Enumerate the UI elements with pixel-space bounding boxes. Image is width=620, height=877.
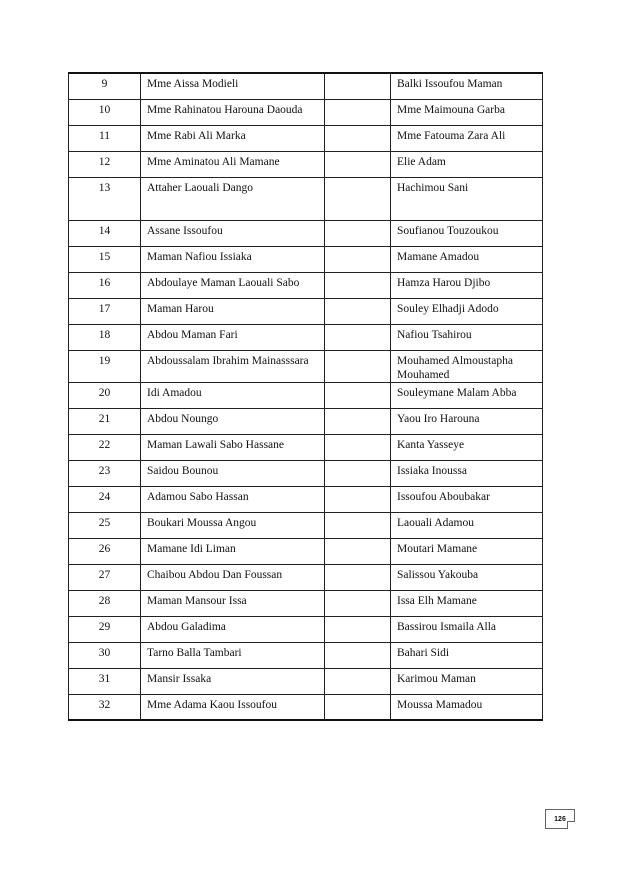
row-number-cell: 30 <box>69 642 141 668</box>
alternate-name-cell: Bahari Sidi <box>391 642 543 668</box>
table-row <box>69 434 543 460</box>
blank-cell <box>325 668 391 694</box>
member-name-cell: Assane Issoufou <box>141 220 325 246</box>
row-number-cell: 12 <box>69 151 141 177</box>
member-name-cell: Tarno Balla Tambari <box>141 642 325 668</box>
alternate-name-cell: Kanta Yasseye <box>391 434 543 460</box>
blank-cell <box>325 512 391 538</box>
alternate-name-cell: Hamza Harou Djibo <box>391 272 543 298</box>
table-row <box>69 564 543 590</box>
table-row <box>69 177 543 220</box>
table-row <box>69 408 543 434</box>
row-number-cell: 29 <box>69 616 141 642</box>
row-number-cell: 11 <box>69 125 141 151</box>
blank-cell <box>325 350 391 382</box>
row-number-cell: 16 <box>69 272 141 298</box>
member-name-cell: Maman Harou <box>141 298 325 324</box>
table-row <box>69 220 543 246</box>
row-number-cell: 20 <box>69 382 141 408</box>
alternate-name-cell: Mamane Amadou <box>391 246 543 272</box>
blank-cell <box>325 460 391 486</box>
member-name-cell: Mme Aminatou Ali Mamane <box>141 151 325 177</box>
member-name-cell: Maman Lawali Sabo Hassane <box>141 434 325 460</box>
member-name-cell: Saidou Bounou <box>141 460 325 486</box>
member-name-cell: Mme Aissa Modieli <box>141 73 325 99</box>
blank-cell <box>325 324 391 350</box>
alternate-name-cell: Hachimou Sani <box>391 177 543 220</box>
blank-cell <box>325 73 391 99</box>
table-row <box>69 73 543 99</box>
page-curl-decoration <box>567 821 575 829</box>
member-name-cell: Abdou Galadima <box>141 616 325 642</box>
blank-cell <box>325 246 391 272</box>
alternate-name-cell: Mme Maimouna Garba <box>391 99 543 125</box>
alternate-name-cell: Karimou Maman <box>391 668 543 694</box>
row-number-cell: 25 <box>69 512 141 538</box>
page-number-box <box>545 809 575 829</box>
page-number: 126 <box>554 816 566 823</box>
blank-cell <box>325 538 391 564</box>
row-number-cell: 32 <box>69 694 141 720</box>
row-number-cell: 27 <box>69 564 141 590</box>
table-row <box>69 486 543 512</box>
alternate-name-cell: Bassirou Ismaila Alla <box>391 616 543 642</box>
alternate-name-cell: Issiaka Inoussa <box>391 460 543 486</box>
blank-cell <box>325 298 391 324</box>
blank-cell <box>325 99 391 125</box>
table-row <box>69 99 543 125</box>
alternate-name-cell: Elie Adam <box>391 151 543 177</box>
table-row <box>69 694 543 720</box>
blank-cell <box>325 220 391 246</box>
row-number-cell: 22 <box>69 434 141 460</box>
member-name-cell: Attaher Laouali Dango <box>141 177 325 220</box>
table-row <box>69 538 543 564</box>
alternate-name-cell: Laouali Adamou <box>391 512 543 538</box>
blank-cell <box>325 486 391 512</box>
table-row <box>69 125 543 151</box>
member-name-cell: Boukari Moussa Angou <box>141 512 325 538</box>
table-row <box>69 350 543 382</box>
table-row <box>69 616 543 642</box>
alternate-name-cell: Moutari Mamane <box>391 538 543 564</box>
member-name-cell: Mme Adama Kaou Issoufou <box>141 694 325 720</box>
table-row <box>69 590 543 616</box>
row-number-cell: 31 <box>69 668 141 694</box>
blank-cell <box>325 408 391 434</box>
row-number-cell: 14 <box>69 220 141 246</box>
blank-cell <box>325 694 391 720</box>
table-row <box>69 382 543 408</box>
row-number-cell: 9 <box>69 73 141 99</box>
row-number-cell: 13 <box>69 177 141 220</box>
alternate-name-cell: Soufianou Touzoukou <box>391 220 543 246</box>
row-number-cell: 15 <box>69 246 141 272</box>
row-number-cell: 10 <box>69 99 141 125</box>
alternate-name-cell: Moussa Mamadou <box>391 694 543 720</box>
member-name-cell: Abdou Noungo <box>141 408 325 434</box>
blank-cell <box>325 151 391 177</box>
alternate-name-cell: Salissou Yakouba <box>391 564 543 590</box>
member-name-cell: Mme Rahinatou Harouna Daouda <box>141 99 325 125</box>
alternate-name-cell: Souleymane Malam Abba <box>391 382 543 408</box>
member-name-cell: Abdou Maman Fari <box>141 324 325 350</box>
member-name-cell: Mansir Issaka <box>141 668 325 694</box>
row-number-cell: 21 <box>69 408 141 434</box>
table-row <box>69 246 543 272</box>
member-name-cell: Maman Mansour Issa <box>141 590 325 616</box>
blank-cell <box>325 177 391 220</box>
member-name-cell: Chaibou Abdou Dan Foussan <box>141 564 325 590</box>
alternate-name-cell: Yaou Iro Harouna <box>391 408 543 434</box>
blank-cell <box>325 125 391 151</box>
blank-cell <box>325 272 391 298</box>
row-number-cell: 26 <box>69 538 141 564</box>
alternate-name-cell: Nafiou Tsahirou <box>391 324 543 350</box>
table-row <box>69 272 543 298</box>
alternate-name-cell: Mouhamed Almoustapha Mouhamed <box>391 350 543 382</box>
table-row <box>69 512 543 538</box>
row-number-cell: 17 <box>69 298 141 324</box>
alternate-name-cell: Issoufou Aboubakar <box>391 486 543 512</box>
alternate-name-cell: Balki Issoufou Maman <box>391 73 543 99</box>
member-name-cell: Abdoussalam Ibrahim Mainasssara <box>141 350 325 382</box>
blank-cell <box>325 382 391 408</box>
member-name-cell: Maman Nafiou Issiaka <box>141 246 325 272</box>
row-number-cell: 23 <box>69 460 141 486</box>
alternate-name-cell: Mme Fatouma Zara Ali <box>391 125 543 151</box>
blank-cell <box>325 616 391 642</box>
alternate-name-cell: Souley Elhadji Adodo <box>391 298 543 324</box>
table-row <box>69 324 543 350</box>
table-row <box>69 668 543 694</box>
row-number-cell: 19 <box>69 350 141 382</box>
member-name-cell: Abdoulaye Maman Laouali Sabo <box>141 272 325 298</box>
blank-cell <box>325 590 391 616</box>
alternate-name-cell: Issa Elh Mamane <box>391 590 543 616</box>
table-row <box>69 298 543 324</box>
table-row <box>69 460 543 486</box>
row-number-cell: 18 <box>69 324 141 350</box>
member-name-cell: Mme Rabi Ali Marka <box>141 125 325 151</box>
member-name-cell: Adamou Sabo Hassan <box>141 486 325 512</box>
member-name-cell: Mamane Idi Liman <box>141 538 325 564</box>
row-number-cell: 28 <box>69 590 141 616</box>
table-row <box>69 642 543 668</box>
roster-table-body <box>69 73 543 720</box>
row-number-cell: 24 <box>69 486 141 512</box>
blank-cell <box>325 642 391 668</box>
blank-cell <box>325 434 391 460</box>
member-name-cell: Idi Amadou <box>141 382 325 408</box>
roster-table <box>68 72 543 721</box>
blank-cell <box>325 564 391 590</box>
table-row <box>69 151 543 177</box>
